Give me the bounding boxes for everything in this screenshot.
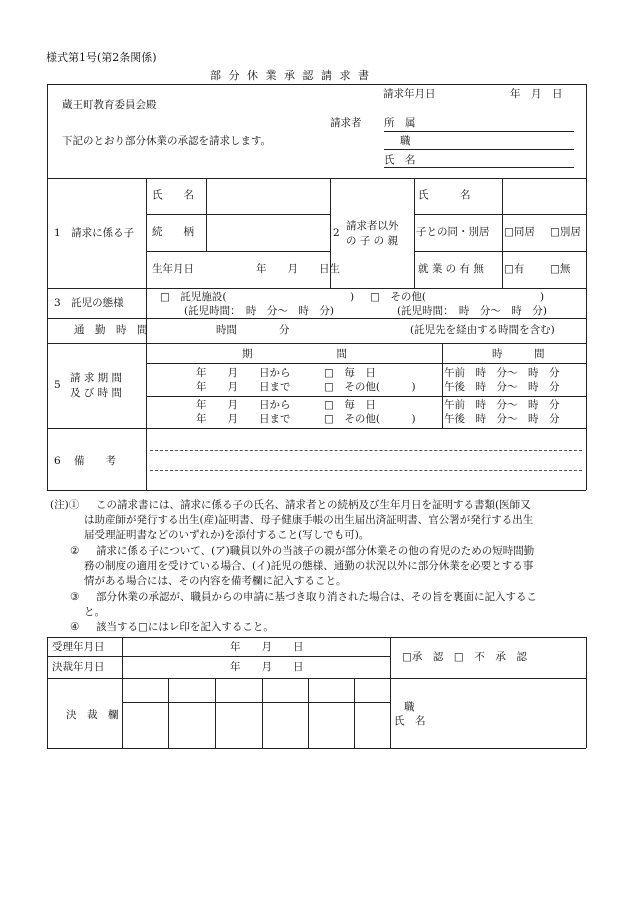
note-1-line-3: 届受理証明書などのいずれか)を添付すること(写しでも可)。	[84, 529, 370, 541]
approval-column-label: 決 裁 欄	[66, 709, 119, 721]
position-label: 職	[400, 135, 411, 147]
note-2-line-2: 務の制度の適用を受けている場合、(イ)託児の態様、通勤の状況以外に部分休業を必要とする事	[84, 560, 534, 572]
period-header: 期 間	[242, 348, 347, 360]
period-row-3-option[interactable]: □ 毎 日	[324, 399, 376, 411]
note-2-line-3: 情がある場合には、その内容を備考欄に記入すること。	[84, 575, 347, 587]
employment-option-no[interactable]: □無	[550, 263, 571, 275]
requester-label: 請求者	[330, 117, 362, 129]
note-4-mark: ④	[70, 621, 80, 633]
request-date-label: 請求年月日	[383, 88, 436, 100]
child-name-label: 氏 名	[152, 189, 194, 201]
period-row-4-date: 年 月 日まで	[196, 413, 291, 425]
employment-label: 就 業 の 有 無	[418, 263, 484, 275]
child-section-label: 1 請求に係る子	[54, 227, 135, 239]
commute-note: (託児先を経由する時間を含む)	[410, 324, 555, 336]
note-2-mark: ②	[70, 545, 80, 557]
note-2-line-1: 請求に係る子について、(ア)職員以外の当該子の親が部分休業その他の育児のための短時間勤	[96, 545, 535, 557]
affiliation-label: 所 属	[384, 117, 416, 129]
receipt-date-label: 受理年月日	[52, 641, 105, 653]
request-date-value: 年 月 日	[510, 88, 563, 100]
care-other-option[interactable]: □ その他(	[370, 291, 427, 303]
period-row-3-time: 午前 時 分～ 時 分	[444, 399, 560, 411]
commute-value: 時間 分	[216, 324, 290, 336]
addressee: 蔵王町教育委員会殿	[62, 99, 157, 111]
period-section-no: 5	[54, 379, 61, 391]
period-row-2-option[interactable]: □ その他( )	[324, 381, 416, 393]
care-facility-close: )	[350, 291, 355, 303]
care-section-label: 3 託児の態様	[54, 297, 124, 309]
approver-name-label: 氏 名	[394, 715, 426, 727]
cohabit-option-separate[interactable]: □別居	[550, 226, 581, 238]
time-header: 時 間	[492, 348, 545, 360]
period-row-1-date: 年 月 日から	[196, 367, 291, 379]
other-parent-no: 2	[333, 227, 340, 239]
period-row-1-time: 午前 時 分～ 時 分	[444, 367, 560, 379]
name-label: 氏 名	[384, 154, 416, 166]
form-number: 様式第1号(第2条関係)	[46, 51, 157, 64]
other-parent-name-label: 氏 名	[418, 189, 471, 201]
period-row-3-date: 年 月 日から	[196, 399, 291, 411]
child-birth-label: 生年月日	[152, 263, 194, 275]
period-row-2-time: 午後 時 分～ 時 分	[444, 381, 560, 393]
care-other-time: (託児時間： 時 分～ 時 分)	[397, 305, 547, 317]
note-3-line-1: 部分休業の承認が、職員からの申請に基づき取り消された場合は、その旨を裏面に記入するこ	[96, 591, 537, 603]
period-row-4-time: 午後 時 分～ 時 分	[444, 413, 560, 425]
care-facility-time: (託児時間： 時 分～ 時 分)	[184, 305, 334, 317]
note-1-line-1: この請求書には、請求に係る子の氏名、請求者との続柄及び生年月日を証明する書類(医師又	[96, 499, 531, 511]
care-other-close: )	[540, 291, 545, 303]
other-parent-label-2: の 子 の 親	[346, 235, 399, 247]
period-row-2-date: 年 月 日まで	[196, 381, 291, 393]
care-facility-option[interactable]: □ 託児施設(	[160, 291, 227, 303]
remarks-label: 備 考	[74, 455, 116, 467]
period-row-1-option[interactable]: □ 毎 日	[324, 367, 376, 379]
decision-date-label: 決裁年月日	[52, 661, 105, 673]
remarks-line-1[interactable]	[150, 450, 582, 451]
approval-options[interactable]: □承 認 □ 不 承 認	[402, 651, 527, 663]
approver-position-label: 職	[404, 701, 415, 713]
receipt-date-value: 年 月 日	[230, 641, 304, 653]
note-4-line-1: 該当する□にはレ印を記入すること。	[96, 621, 274, 633]
child-birth-value: 年 月 日生	[256, 263, 340, 275]
cohabit-label: 子との同・別居	[416, 226, 490, 238]
period-section-label-1: 請 求 期 間	[70, 372, 123, 384]
period-section-label-2: 及 び 時 間	[70, 387, 123, 399]
note-1-mark: (注)①	[50, 499, 80, 511]
remarks-line-2[interactable]	[150, 470, 582, 471]
page-title: 部 分 休 業 承 認 請 求 書	[210, 69, 371, 82]
note-3-mark: ③	[70, 591, 80, 603]
intro-text: 下記のとおり部分休業の承認を請求します。	[62, 135, 272, 147]
employment-option-yes[interactable]: □有	[504, 263, 525, 275]
remarks-no: 6	[54, 455, 61, 467]
child-relation-label: 続 柄	[152, 226, 194, 238]
commute-label: 通 勤 時 間	[74, 324, 148, 336]
decision-date-value: 年 月 日	[230, 661, 304, 673]
note-3-line-2: と。	[84, 606, 105, 618]
other-parent-label-1: 請求者以外	[346, 220, 399, 232]
cohabit-option-together[interactable]: □同居	[504, 226, 535, 238]
note-1-line-2: は助産師が発行する出生(産)証明書、母子健康手帳の出生届出済証明書、官公署が発行する出生	[84, 514, 534, 526]
period-row-4-option[interactable]: □ その他( )	[324, 413, 416, 425]
